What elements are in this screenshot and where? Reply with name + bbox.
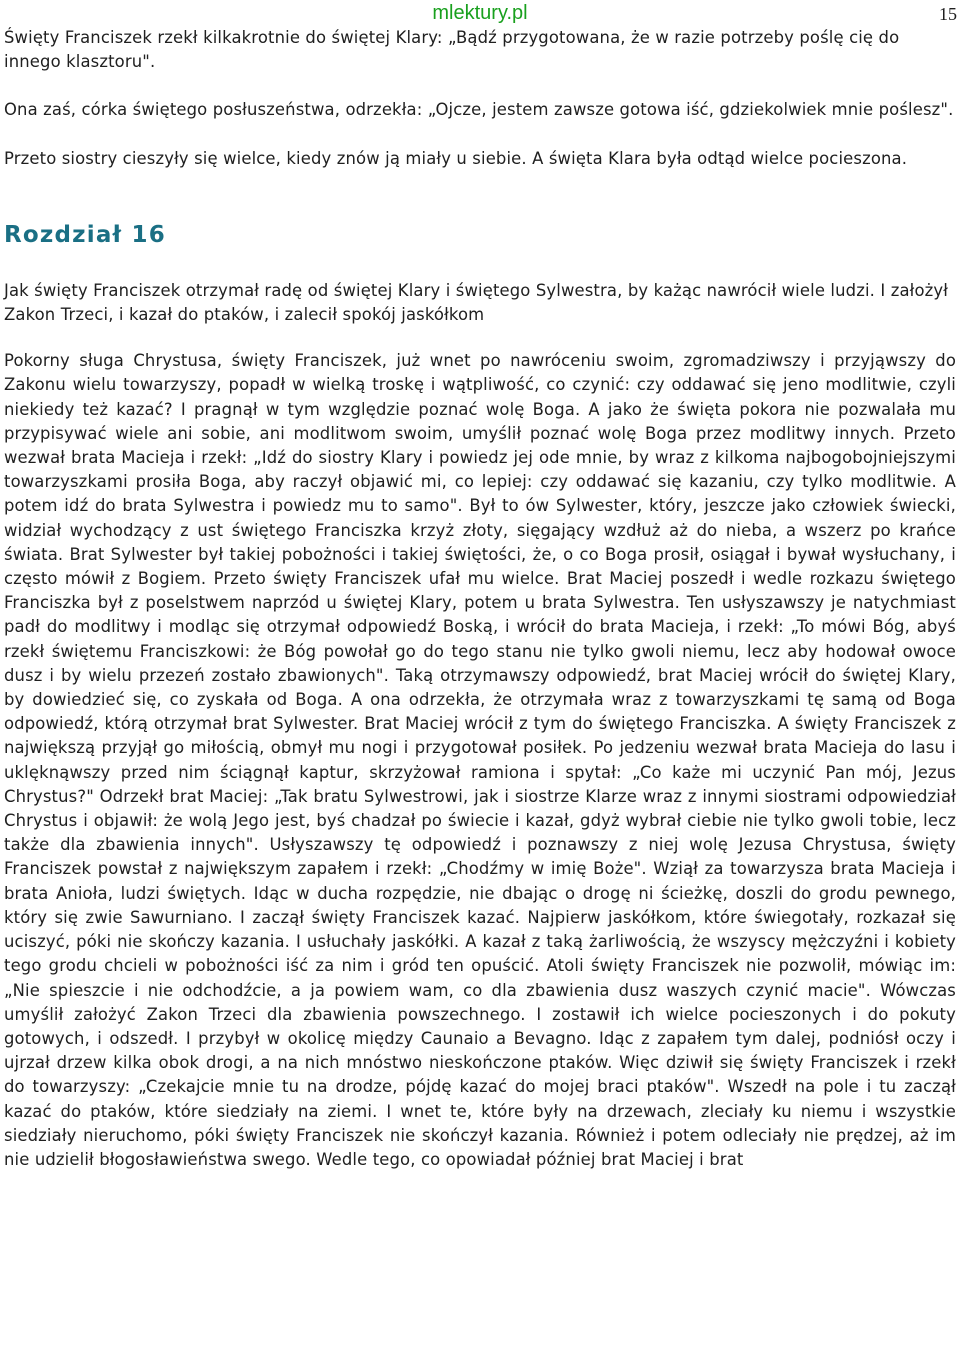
page-content [4, 26, 956, 1172]
chapter-heading: Rozdział 16 [4, 221, 166, 248]
paragraph-klara-answer: Ona zaś, córka świętego posłuszeństwa, odrzekła: „Ojcze, jestem zawsze gotowa iść, gdziekolwiek mnie poślesz". [4, 100, 954, 120]
page-number: 15 [939, 4, 957, 24]
paragraph-klara-request: Święty Franciszek rzekł kilkakrotnie do świętej Klary: „Bądź przygotowana, że w razie potrzeby poślę cię do innego klasztoru". [4, 28, 900, 72]
chapter-summary: Jak święty Franciszek otrzymał radę od świętej Klary i świętego Sylwestra, by każąc nawrócił wiele ludzi. I założył Zakon Trzeci, i kazał do ptaków, i zalecił spokój jaskółkom [4, 280, 949, 325]
paragraph-sisters-joy: Przeto siostry cieszyły się wielce, kiedy znów ją miały u siebie. A święta Klara była odtąd wielce pocieszona. [4, 148, 908, 168]
chapter-body: Pokorny sługa Chrystusa, święty Franciszek, już wnet po nawróceniu swoim, zgromadziwszy i przyjąwszy do Zakonu wielu towarzyszy, popadł w wielką troskę i wątpliwość, co czynić: czy oddawać się jeno modlitwie, czyli niekiedy też kazać? I pragnął w tym względzie poznać wolę Boga. A jako że święta pokora nie pozwalała mu przypisywać wiele ani sobie, ani modlitwom swoim, umyślił poznać wolę Boga przez modlitwy innych. Przeto wezwał brata Macieja i rzekł: „Idź do siostry Klary i powiedz jej ode mnie, by wraz z kilkoma najbogobojniejszymi towarzyszkami prosiła Boga, aby raczył objawić mi, co lepiej: czy oddawać się kazaniu, czy tylko modlitwie. A potem idź do brata Sylwestra i powiedz mu to samo". Był to ów Sylwester, który, jeszcze jako człowiek świecki, widział wychodzący z ust świętego Franciszka krzyż złoty, sięgający wzdłuż aż do nieba, a wszerz po krańce świata. Brat Sylwester był takiej pobożności i takiej świętości, że, o co Boga prosił, osiągał i bywał wysłuchany, i często mówił z Bogiem. Przeto święty Franciszek ufał mu wielce. Brat Maciej poszedł i wedle rozkazu świętego Franciszka był z poselstwem naprzód u świętej Klary, potem u brata Sylwestra. Ten usłyszawszy je natychmiast padł do modlitwy i modląc się otrzymał odpowiedź Boską, i wrócił do brata Macieja, i rzekł: „To mówi Bóg, abyś rzekł świętemu Franciszkowi: że Bóg powołał go do tego stanu nie tylko gwoli niemu, lecz aby hodował owoce dusz i by wielu przezeń zostało zbawionych". Taką otrzymawszy odpowiedź, brat Maciej wrócił do świętej Klary, by dowiedzieć się, co zyskała od Boga. A ona odrzekła, że otrzymała wraz z towarzyszkami tę samą od Boga odpowiedź, którą otrzymał brat Sylwester. Brat Maciej wrócił z tym do świętego Franciszka. A święty Franciszek z największą przyjął go miłością, obmył mu nogi i przygotował posiłek. Po jedzeniu wezwał brata Macieja do lasu i uklęknąwszy przed nim ściągnął kaptur, skrzyżował ramiona i spytał: „Co każe mi uczynić Pan mój, Jezus Chrystus?" Odrzekł brat Maciej: „Tak bratu Sylwestrowi, jak i siostrze Klarze wraz z innymi siostrami odpowiedział Chrystus i objawił: że wolą Jego jest, byś chadzał po świecie i kazał, gdyż wybrał ciebie nie tylko gwoli tobie, lecz także dla zbawienia innych". Usłyszawszy tę odpowiedź i poznawszy z niej wolę Jezusa Chrystusa, święty Franciszek powstał z największym zapałem i rzekł: „Chodźmy w imię Boże". Wziął za towarzysza brata Macieja i brata Anioła, ludzi świętych. Idąc w ducha rozpędzie, nie dbając o drogę ni ścieżkę, doszli do grodu pewnego, który się zwie Sawurniano. I zaczął święty Franciszek kazać. Najpierw jaskółkom, które świegotały, rozkazał się uciszyć, póki nie skończy kazania. I usłuchały jaskółki. A kazał z taką żarliwością, że wszyscy mężczyźni i kobiety tego grodu chcieli w pobożności iść za nim i gród ten opuścić. Atoli święty Franciszek nie pozwolił, mówiąc im: „Nie spieszcie i nie odchodźcie, a ja powiem wam, co dla zbawienia dusz waszych czynić macie". Wówczas umyślił założyć Zakon Trzeci dla zbawienia powszechnego. I zostawił ich wielce pocieszonych i do pokuty gotowych, i odszedł. I przybył w okolicę między Caunaio a Bevagno. Idąc z zapałem tym dalej, podniósł oczy i ujrzał drzew kilka obok drogi, a na nich mnóstwo nieskończone ptaków. Więc dziwił się święty Franciszek i rzekł do towarzyszy: „Czekajcie mnie tu na drodze, pójdę kazać do mojej braci ptaków". Wszedł na pole i tu zaczął kazać do ptaków, które siedziały na ziemi. I wnet te, które były na drzewach, zleciały ku niemu i wszystkie siedziały nieruchomo, póki święty Franciszek nie skończył kazania. Również i potem odleciały nie prędzej, aż im nie udzielił błogosławieństwa swego. Wedle tego, co opowiadał później brat Maciej i brat [4, 351, 956, 1169]
site-header: mlektury.pl [432, 2, 528, 24]
